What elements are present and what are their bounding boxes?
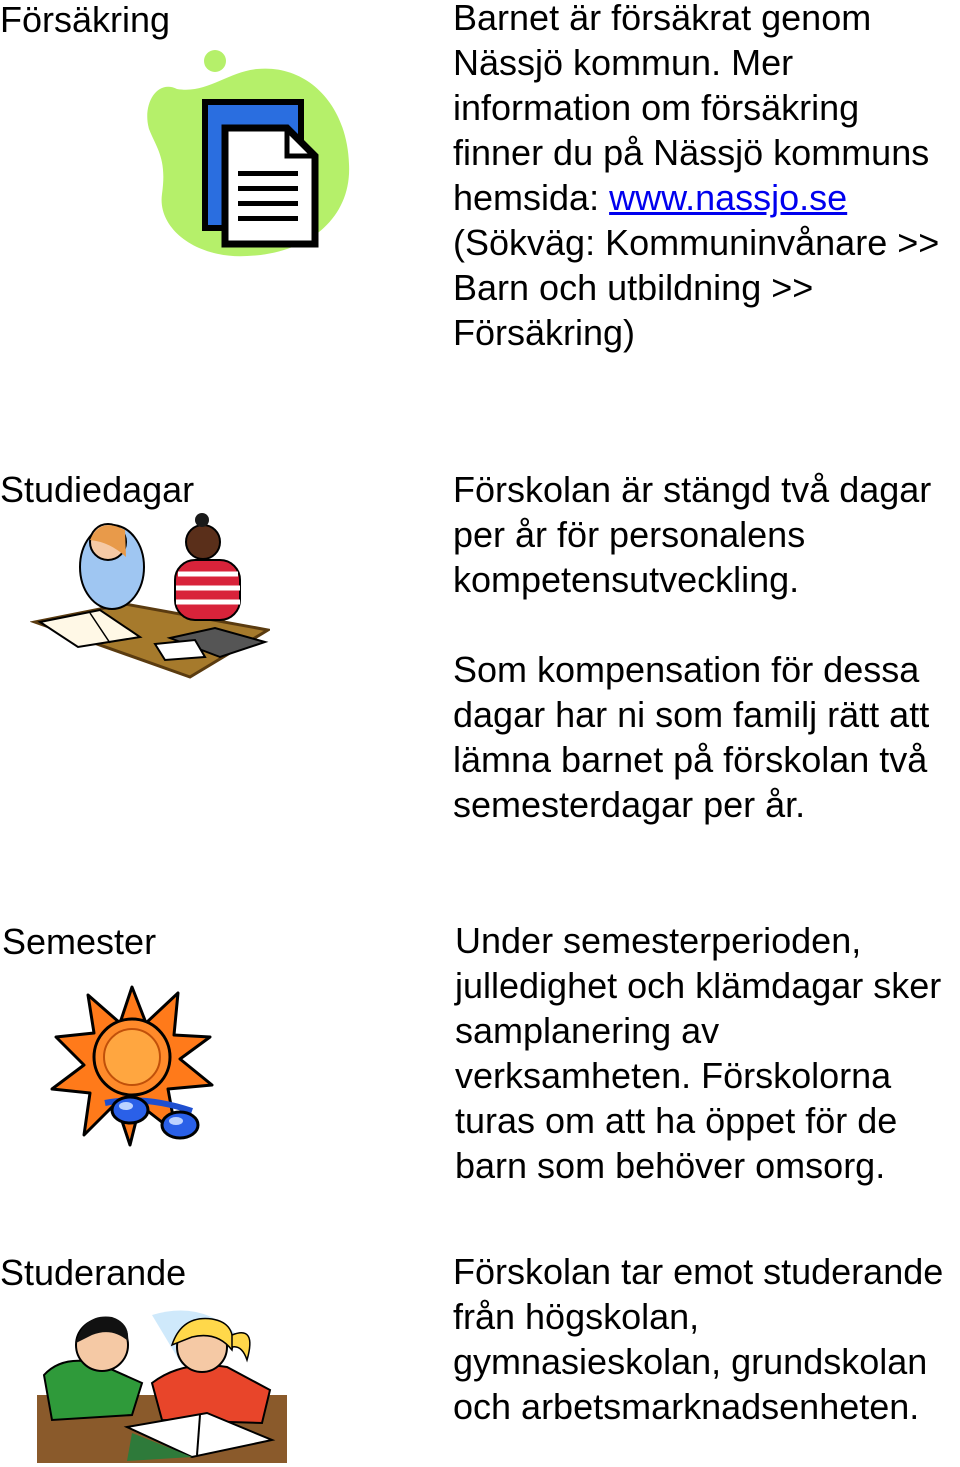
forsakring-text [453, 0, 958, 355]
nassjo-link[interactable]: www.nassjo.se [609, 177, 848, 218]
studiedagar-paragraph-1: Förskolan är stängd två dagar per år för personalens kompetensutveckling. [453, 469, 932, 600]
section-label-forsakring: Försäkring [0, 0, 171, 40]
section-label-semester: Semester [2, 921, 157, 962]
sun-sunglasses-illustration [50, 985, 215, 1150]
forsakring-line-2: Mer information om försäkring finner du på Nässjö kommuns hemsida: [453, 42, 930, 218]
studiedagar-text [453, 467, 958, 827]
section-label-studerande: Studerande [0, 1252, 187, 1293]
studying-people-illustration [30, 512, 270, 682]
children-reading-illustration [32, 1305, 292, 1463]
forsakring-line-3: (Sökväg: Kommuninvånare >> Barn och utbildning >> Försäkring) [453, 222, 940, 353]
studiedagar-paragraph-2: Som kompensation för dessa dagar har ni som familj rätt att lämna barnet på förskolan två semesterdagar per år. [453, 649, 930, 825]
document-icon [137, 44, 357, 269]
forsakring-line-1: Barnet är försäkrat genom Nässjö kommun. [453, 0, 872, 83]
semester-paragraph-1: Under semesterperioden, julledighet och klämdagar sker samplanering av verksamheten. Förskolorna turas om att ha öppet för de barn som behöver omsorg. [455, 920, 942, 1186]
studerande-paragraph-1: Förskolan tar emot studerande från högskolan, gymnasieskolan, grundskolan och arbetsmarknadsenheten. [453, 1251, 944, 1427]
semester-text [455, 918, 960, 1188]
studerande-text [453, 1249, 958, 1429]
section-label-studiedagar: Studiedagar [0, 469, 195, 510]
